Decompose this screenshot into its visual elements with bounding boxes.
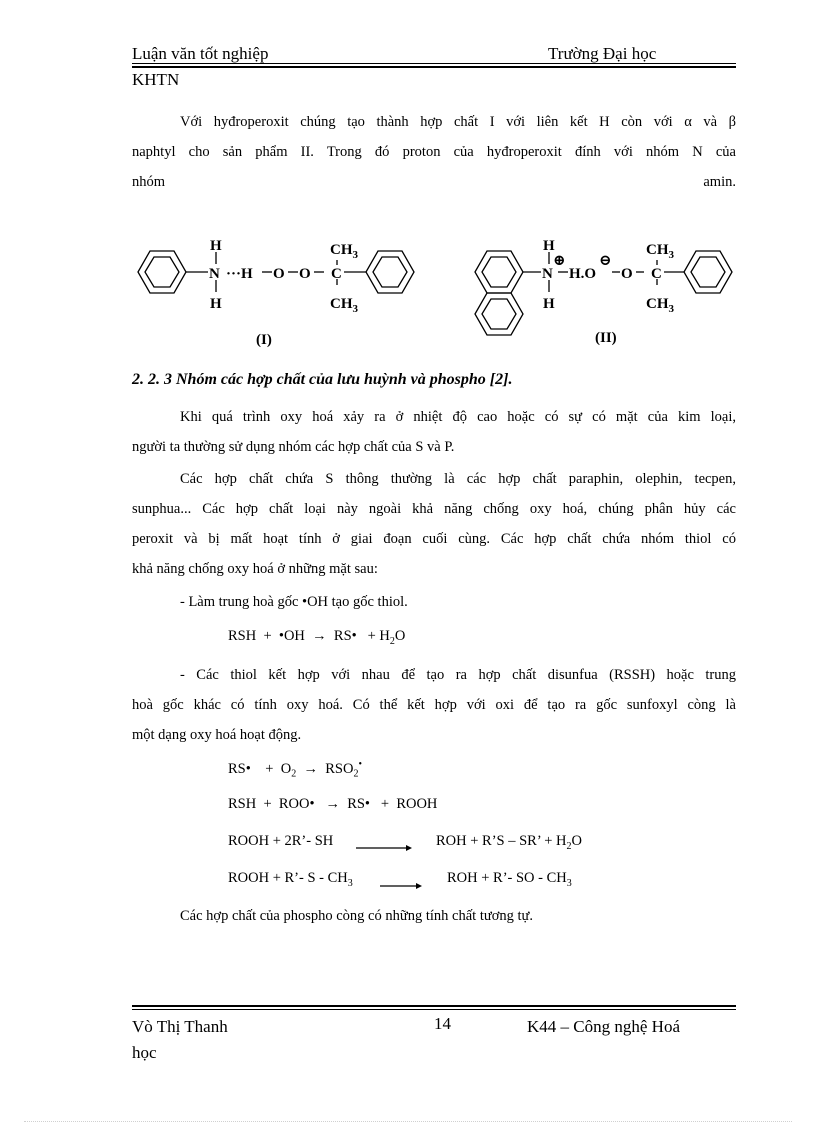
paragraph-5: Các hợp chất của phospho còng có những tính chất tương tự. xyxy=(180,908,534,924)
page-edge xyxy=(24,1121,792,1122)
section-title: 2. 2. 3 Nhóm các hợp chất của lưu huỳnh và phospho [2]. xyxy=(132,371,513,388)
s1-h-top: H xyxy=(210,238,222,254)
structure-2-labels xyxy=(542,238,675,346)
paragraph-2 xyxy=(132,402,736,462)
para4-line1: - Các thiol kết hợp với nhau để tạo ra hợp chất disunfua (RSSH) hoặc trung xyxy=(180,667,736,683)
footer-rule-top xyxy=(132,1005,736,1007)
eq5-sub2: 3 xyxy=(566,877,572,889)
footer-rule-bottom xyxy=(132,1009,736,1010)
s2-o2: O xyxy=(621,266,633,282)
benzene-inner-1 xyxy=(145,257,179,287)
equation-4-rhs xyxy=(436,833,582,852)
eq1-lhs: RSH + •OH → RS• + H xyxy=(228,628,390,644)
s2-n: N xyxy=(542,266,553,282)
equation-1 xyxy=(228,628,405,647)
para3-line1: Các hợp chất chứa S thông thường là các hợp chất paraphin, olephin, tecpen, xyxy=(180,471,736,487)
equation-5-lhs xyxy=(228,870,353,889)
eq1-sub: 2 xyxy=(389,635,395,647)
label-structure-1: (I) xyxy=(256,332,272,348)
eq5-lhs: ROOH + R’- S - CH xyxy=(228,870,348,886)
para1-line1: Với hyđroperoxit chúng tạo thành hợp chất I với liên kết H còn với α và β xyxy=(180,114,736,130)
label-structure-2: (II) xyxy=(595,330,617,346)
footer-author-cont: học xyxy=(132,1043,157,1062)
para1-line3 xyxy=(132,167,736,197)
naphthalene-inner-upper xyxy=(482,257,516,287)
para1-line2: naphtyl cho sản phẩm II. Trong đó proton của hyđroperoxit đính với nhóm N của xyxy=(132,144,736,160)
footer-right: K44 – Công nghệ Hoá xyxy=(527,1017,680,1036)
para4-line3: một dạng oxy hoá hoạt động. xyxy=(132,727,302,743)
benzene-inner-3 xyxy=(691,257,725,287)
s1-n: N xyxy=(209,266,220,282)
eq2-sub2: 2 xyxy=(353,768,359,780)
s1-c: C xyxy=(331,266,342,282)
s1-o2: O xyxy=(299,266,311,282)
chemical-structures-figure xyxy=(128,230,738,360)
s2-h-o: H.O xyxy=(569,266,597,282)
s2-h-bottom: H xyxy=(543,296,555,312)
s2-minus-charge: ⊖ xyxy=(599,253,612,269)
para3-line2: sunphua... Các hợp chất loại này ngoài khả năng chống oxy hoá, chúng phân hủy các xyxy=(132,501,736,517)
header-right: Trường Đại học xyxy=(548,44,657,63)
paragraph-1 xyxy=(132,107,736,197)
bullet-1: - Làm trung hoà gốc •OH tạo gốc thiol. xyxy=(180,594,408,610)
eq4-arrow xyxy=(356,840,412,852)
footer-page-number: 14 xyxy=(434,1014,451,1033)
paragraph-4 xyxy=(132,660,736,750)
paragraph-3 xyxy=(132,464,736,584)
s1-ch3-top: $CH_3$ xyxy=(330,242,358,261)
header-rule-top xyxy=(132,63,736,64)
eq2-sub: 2 xyxy=(291,768,297,780)
s2-ch3-bottom: $CH_3$ xyxy=(646,296,674,315)
header-cont: KHTN xyxy=(132,70,180,89)
para3-line3: peroxit và bị mất hoạt tính ở giai đoạn cuối cùng. Các hợp chất chứa nhóm thiol có xyxy=(132,531,736,547)
equation-4-lhs: ROOH + 2R’- SH xyxy=(228,833,334,849)
para4-line2: hoà gốc khác có tính oxy hoá. Có thể kết hợp với oxi để tạo ra gốc sunfoxyl còng là xyxy=(132,697,736,713)
s1-h-bottom: H xyxy=(210,296,222,312)
structure-1-labels xyxy=(209,238,359,348)
s2-c: C xyxy=(651,266,662,282)
eq1-tail: O xyxy=(394,628,406,644)
footer-author: Vò Thị Thanh xyxy=(132,1017,228,1036)
header-rule-bottom xyxy=(132,66,736,68)
benzene-inner-2 xyxy=(373,257,407,287)
eq4-rhs: ROH + R’S – SR’ + H xyxy=(436,833,567,849)
para1-line3a: nhóm xyxy=(132,174,166,190)
s2-h-top: H xyxy=(543,238,555,254)
eq2-sup: • xyxy=(358,759,362,770)
para2-line2: người ta thường sử dụng nhóm các hợp chất của S và P. xyxy=(132,439,455,455)
eq4-sub: 2 xyxy=(566,840,572,852)
s1-o1: O xyxy=(273,266,285,282)
eq4-tail: O xyxy=(571,833,582,849)
para3-line4: khả năng chống oxy hoá ở những mặt sau: xyxy=(132,561,378,577)
header-left: Luận văn tốt nghiệp xyxy=(132,44,269,63)
para1-line3b: amin. xyxy=(703,174,736,190)
equation-3: RSH + ROO• → RS• + ROOH xyxy=(228,796,438,812)
s1-dots-h: ···H xyxy=(226,266,253,282)
equation-5-rhs xyxy=(447,870,572,889)
naphthalene-inner-lower xyxy=(482,299,516,329)
para2-line1: Khi quá trình oxy hoá xảy ra ở nhiệt độ cao hoặc có sự có mặt của kim loại, xyxy=(180,409,736,425)
s2-ch3-top: $CH_3$ xyxy=(646,242,674,261)
eq5-sub: 3 xyxy=(347,877,353,889)
s1-ch3-bottom: $CH_3$ xyxy=(330,296,358,315)
s2-plus-charge: ⊕ xyxy=(553,253,566,269)
eq2-b: → RSO xyxy=(296,760,354,777)
eq5-arrow xyxy=(380,878,422,890)
eq2-a: RS• + O xyxy=(228,760,292,777)
equation-2 xyxy=(228,759,362,780)
eq5-rhs: ROH + R’- SO - CH xyxy=(447,870,567,886)
